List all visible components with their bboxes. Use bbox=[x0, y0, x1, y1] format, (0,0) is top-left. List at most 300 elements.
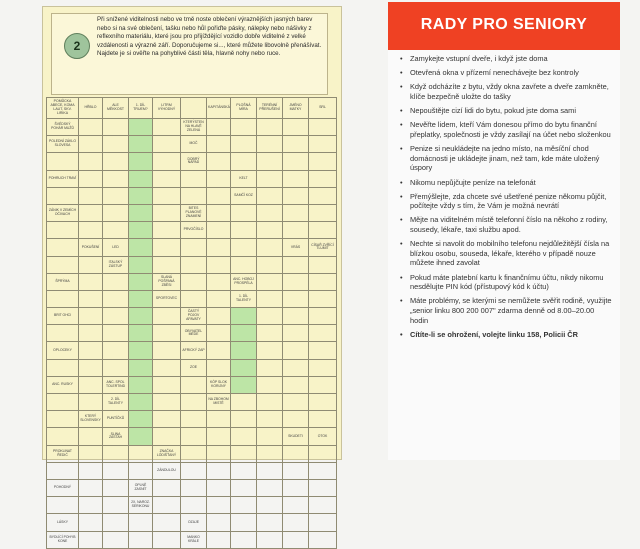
tip-item bbox=[400, 120, 612, 139]
grid-answer-cell bbox=[153, 170, 181, 187]
grid-answer-cell bbox=[79, 136, 103, 153]
grid-answer-cell bbox=[257, 136, 283, 153]
bullet-icon: • bbox=[400, 239, 403, 249]
grid-answer-cell bbox=[79, 308, 103, 325]
page-title: RADY PRO SENIORY bbox=[420, 16, 588, 33]
grid-answer-cell bbox=[231, 204, 257, 221]
grid-answer-cell bbox=[129, 342, 153, 359]
grid-answer-cell bbox=[181, 428, 207, 445]
grid-answer-cell bbox=[129, 514, 153, 531]
grid-answer-cell bbox=[153, 514, 181, 531]
grid-clue-cell: ZÁNDULOU bbox=[153, 462, 181, 479]
grid-answer-cell bbox=[231, 136, 257, 153]
tip-text: Mějte na viditelném místě telefonní číslo na někoho z rodiny, sousedy, lékaře, taxi službu apod. bbox=[410, 215, 608, 235]
tip-item bbox=[400, 330, 612, 340]
grid-clue-cell: SLINA ZÁSTAH bbox=[103, 428, 129, 445]
grid-answer-cell bbox=[153, 325, 181, 342]
grid-answer-cell bbox=[153, 376, 181, 393]
grid-clue-cell: PUNTÍČKŮ bbox=[103, 411, 129, 428]
grid-answer-cell bbox=[283, 497, 309, 514]
grid-answer-cell bbox=[283, 222, 309, 239]
grid-answer-cell bbox=[257, 497, 283, 514]
grid-answer-cell bbox=[79, 514, 103, 531]
grid-answer-cell bbox=[103, 204, 129, 221]
grid-answer-cell bbox=[181, 239, 207, 256]
grid-answer-cell bbox=[103, 514, 129, 531]
grid-answer-cell bbox=[153, 119, 181, 136]
grid-answer-cell bbox=[257, 273, 283, 290]
grid-answer-cell bbox=[309, 170, 337, 187]
grid-answer-cell bbox=[283, 273, 309, 290]
grid-answer-cell bbox=[153, 153, 181, 170]
grid-answer-cell bbox=[207, 222, 231, 239]
grid-answer-cell bbox=[153, 531, 181, 548]
grid-answer-cell bbox=[103, 342, 129, 359]
grid-answer-cell bbox=[79, 359, 103, 376]
grid-row bbox=[47, 187, 337, 204]
grid-answer-cell bbox=[103, 119, 129, 136]
grid-row bbox=[47, 428, 337, 445]
grid-answer-cell bbox=[79, 325, 103, 342]
grid-row bbox=[47, 153, 337, 170]
grid-answer-cell bbox=[79, 222, 103, 239]
grid-answer-cell bbox=[153, 239, 181, 256]
step-number-badge: 2 bbox=[64, 33, 90, 59]
bullet-icon: • bbox=[400, 296, 403, 306]
grid-clue-cell: ANC. RUSKY bbox=[47, 376, 79, 393]
grid-answer-cell bbox=[47, 290, 79, 307]
grid-answer-cell bbox=[103, 222, 129, 239]
grid-clue-cell: KELT bbox=[231, 170, 257, 187]
grid-row bbox=[47, 136, 337, 153]
grid-answer-cell bbox=[47, 239, 79, 256]
grid-row bbox=[47, 497, 337, 514]
grid-answer-cell bbox=[79, 428, 103, 445]
grid-answer-cell bbox=[207, 497, 231, 514]
grid-answer-cell bbox=[309, 531, 337, 548]
grid-answer-cell bbox=[79, 479, 103, 496]
tip-text: Pokud máte platební kartu k finančnímu účtu, nikdy nikomu nesdělujte PIN kód (přístupový kód k účtu) bbox=[410, 272, 604, 292]
grid-answer-cell bbox=[283, 256, 309, 273]
tip-text: Cítíte-li se ohrožení, volejte linku 158, Policii ČR bbox=[410, 329, 578, 339]
grid-answer-cell bbox=[129, 325, 153, 342]
tip-item bbox=[400, 106, 612, 116]
grid-answer-cell bbox=[47, 187, 79, 204]
grid-answer-cell bbox=[103, 445, 129, 462]
grid-header-cell: TERÉNNÍ PŘERUŠENÍ bbox=[257, 98, 283, 119]
grid-clue-cell: KÓP SLOK KORIJNÝ bbox=[207, 376, 231, 393]
grid-answer-cell bbox=[257, 359, 283, 376]
grid-answer-cell bbox=[257, 187, 283, 204]
grid-answer-cell bbox=[207, 187, 231, 204]
bullet-icon: • bbox=[400, 177, 403, 187]
grid-clue-cell: SPORTOVEC bbox=[153, 290, 181, 307]
tip-text: Nikomu nepůjčujte peníze na telefonát bbox=[410, 177, 536, 187]
grid-answer-cell bbox=[231, 428, 257, 445]
grid-answer-cell bbox=[153, 308, 181, 325]
grid-answer-cell bbox=[283, 170, 309, 187]
tip-item bbox=[400, 178, 612, 188]
grid-row bbox=[47, 359, 337, 376]
grid-clue-cell: ČASTÝ POJOV APAVATY bbox=[181, 308, 207, 325]
grid-answer-cell bbox=[79, 342, 103, 359]
grid-clue-cell: ANC. HOBOJ PROSPÉLA bbox=[231, 273, 257, 290]
grid-row bbox=[47, 308, 337, 325]
grid-row bbox=[47, 256, 337, 273]
grid-clue-cell: POHODNÝ bbox=[47, 479, 79, 496]
tip-text: Nepouštějte cizí lidi do bytu, pokud jste doma sami bbox=[410, 106, 576, 116]
grid-answer-cell bbox=[309, 153, 337, 170]
grid-answer-cell bbox=[47, 222, 79, 239]
grid-answer-cell bbox=[257, 428, 283, 445]
grid-row bbox=[47, 342, 337, 359]
grid-answer-cell bbox=[309, 514, 337, 531]
grid-answer-cell bbox=[103, 273, 129, 290]
grid-clue-cell: OPLOCEKY bbox=[47, 342, 79, 359]
grid-answer-cell bbox=[79, 187, 103, 204]
grid-answer-cell bbox=[309, 256, 337, 273]
grid-answer-cell bbox=[309, 308, 337, 325]
grid-answer-cell bbox=[103, 153, 129, 170]
bullet-icon: • bbox=[400, 120, 403, 130]
grid-clue-cell: OZAJE bbox=[181, 514, 207, 531]
grid-answer-cell bbox=[231, 308, 257, 325]
tip-item bbox=[400, 273, 612, 292]
grid-answer-cell bbox=[181, 290, 207, 307]
grid-answer-cell bbox=[103, 308, 129, 325]
grid-row bbox=[47, 325, 337, 342]
grid-row bbox=[47, 411, 337, 428]
grid-clue-cell: POHRUCH TRAVÍ bbox=[47, 170, 79, 187]
grid-answer-cell bbox=[181, 394, 207, 411]
grid-clue-cell: ZÁNIK V ZEMÍCH OČIVACH bbox=[47, 204, 79, 221]
bullet-icon: • bbox=[400, 329, 403, 339]
grid-answer-cell bbox=[283, 136, 309, 153]
grid-answer-cell bbox=[129, 119, 153, 136]
grid-answer-cell bbox=[309, 479, 337, 496]
tip-item bbox=[400, 239, 612, 268]
grid-answer-cell bbox=[207, 531, 231, 548]
grid-answer-cell bbox=[153, 187, 181, 204]
grid-answer-cell bbox=[257, 394, 283, 411]
grid-row bbox=[47, 290, 337, 307]
grid-answer-cell bbox=[231, 411, 257, 428]
grid-answer-cell bbox=[283, 325, 309, 342]
crossword-grid bbox=[46, 97, 337, 549]
tip-text: Máte problémy, se kterými se nemůžete svěřit rodině, využijte „senior linku 800 200 007" zdarma denně od 8.00–20.00 hodin bbox=[410, 296, 612, 325]
intro-box bbox=[51, 13, 328, 95]
grid-answer-cell bbox=[257, 445, 283, 462]
crossword-page bbox=[42, 6, 342, 543]
grid-answer-cell bbox=[79, 531, 103, 548]
grid-answer-cell bbox=[153, 428, 181, 445]
grid-row bbox=[47, 273, 337, 290]
grid-answer-cell bbox=[231, 119, 257, 136]
grid-answer-cell bbox=[207, 411, 231, 428]
grid-answer-cell bbox=[231, 222, 257, 239]
grid-answer-cell bbox=[47, 325, 79, 342]
grid-answer-cell bbox=[257, 170, 283, 187]
tip-text: Penize si neukládejte na jedno místo, na měsíční chod domácnosti je ukládejte jinam, než tam, kde máte uložený úspory bbox=[410, 144, 600, 173]
bullet-icon: • bbox=[400, 54, 403, 63]
grid-answer-cell bbox=[181, 256, 207, 273]
grid-answer-cell bbox=[231, 256, 257, 273]
tip-item bbox=[400, 54, 612, 64]
grid-row bbox=[47, 222, 337, 239]
grid-answer-cell bbox=[207, 273, 231, 290]
grid-answer-cell bbox=[309, 273, 337, 290]
grid-row bbox=[47, 239, 337, 256]
grid-answer-cell bbox=[309, 376, 337, 393]
grid-clue-cell: BYDLÍCÍ POHYB KONE bbox=[47, 531, 79, 548]
grid-clue-cell: ŠPRÝMA bbox=[47, 273, 79, 290]
grid-clue-cell: LÁSKY bbox=[47, 514, 79, 531]
grid-row bbox=[47, 531, 337, 548]
grid-answer-cell bbox=[153, 222, 181, 239]
tip-item bbox=[400, 192, 612, 211]
tips-page bbox=[388, 2, 620, 460]
grid-answer-cell bbox=[129, 290, 153, 307]
grid-answer-cell bbox=[103, 359, 129, 376]
tip-text: Přemýšlejte, zda chcete své ušetřené penize někomu půjčit, počítejte vždy s tím, že Vám je možná nevrátí bbox=[410, 191, 607, 211]
grid-answer-cell bbox=[129, 376, 153, 393]
grid-header-cell: JMÉNO MATKY bbox=[283, 98, 309, 119]
grid-row bbox=[47, 445, 337, 462]
grid-answer-cell bbox=[129, 136, 153, 153]
bullet-icon: • bbox=[400, 106, 403, 116]
grid-answer-cell bbox=[181, 376, 207, 393]
grid-header-cell: KAPITÁNSKÁ bbox=[207, 98, 231, 119]
grid-answer-cell bbox=[79, 273, 103, 290]
grid-clue-cell: VRÁS bbox=[283, 239, 309, 256]
grid-answer-cell bbox=[283, 342, 309, 359]
grid-clue-cell: BITES PLANOVÉ ZNAMENÍ bbox=[181, 204, 207, 221]
grid-clue-cell: ITALSKÝ ZÁSTUP bbox=[103, 256, 129, 273]
grid-answer-cell bbox=[231, 479, 257, 496]
grid-clue-cell: ANC. SPOL TOLERTIND bbox=[103, 376, 129, 393]
grid-clue-cell: 2. DÍL TALENTY bbox=[103, 394, 129, 411]
grid-header-cell: ALE MĚKKOST bbox=[103, 98, 129, 119]
bullet-icon: • bbox=[400, 191, 403, 201]
grid-header-cell: POMŮCKA ABECE, KOMA LAUT, SKV. LIRIKA bbox=[47, 98, 79, 119]
grid-answer-cell bbox=[231, 376, 257, 393]
grid-header-cell bbox=[181, 98, 207, 119]
grid-answer-cell bbox=[79, 256, 103, 273]
tip-text: Nevěřte lidem, kteří Vám donesou přímo do bytu finanční přeplatky, společnosti je vždy zasílají na účet nebo složenkou bbox=[410, 120, 611, 139]
grid-answer-cell bbox=[207, 428, 231, 445]
grid-clue-cell: SKUDETI bbox=[283, 428, 309, 445]
grid-answer-cell bbox=[207, 514, 231, 531]
grid-answer-cell bbox=[181, 273, 207, 290]
grid-answer-cell bbox=[309, 325, 337, 342]
grid-answer-cell bbox=[283, 153, 309, 170]
grid-answer-cell bbox=[129, 445, 153, 462]
grid-answer-cell bbox=[79, 376, 103, 393]
grid-clue-cell: PROKLINAT ŘEDIČ bbox=[47, 445, 79, 462]
grid-clue-cell: KTERÝ SLOVENSKY bbox=[79, 411, 103, 428]
grid-answer-cell bbox=[129, 359, 153, 376]
grid-answer-cell bbox=[103, 170, 129, 187]
grid-clue-cell: 1. DÍL TALENTY bbox=[231, 290, 257, 307]
grid-clue-cell: POKUŠENÍ bbox=[79, 239, 103, 256]
grid-answer-cell bbox=[283, 411, 309, 428]
grid-answer-cell bbox=[309, 204, 337, 221]
grid-answer-cell bbox=[129, 531, 153, 548]
grid-answer-cell bbox=[153, 479, 181, 496]
grid-answer-cell bbox=[309, 187, 337, 204]
grid-answer-cell bbox=[257, 239, 283, 256]
grid-clue-cell: BRIT OHCI bbox=[47, 308, 79, 325]
grid-answer-cell bbox=[207, 153, 231, 170]
tip-item bbox=[400, 68, 612, 78]
grid-answer-cell bbox=[129, 170, 153, 187]
grid-answer-cell bbox=[129, 428, 153, 445]
grid-answer-cell bbox=[207, 359, 231, 376]
grid-answer-cell bbox=[129, 204, 153, 221]
grid-clue-cell: AFRICKÝ ZAP bbox=[181, 342, 207, 359]
bullet-icon: • bbox=[400, 272, 403, 282]
grid-answer-cell bbox=[153, 256, 181, 273]
grid-answer-cell bbox=[231, 153, 257, 170]
grid-answer-cell bbox=[283, 187, 309, 204]
grid-clue-cell: MANKO KRÁLE bbox=[181, 531, 207, 548]
grid-answer-cell bbox=[129, 222, 153, 239]
grid-clue-cell: OPLNĚ ZASNÍT bbox=[129, 479, 153, 496]
grid-answer-cell bbox=[153, 411, 181, 428]
grid-answer-cell bbox=[129, 187, 153, 204]
grid-answer-cell bbox=[129, 394, 153, 411]
grid-answer-cell bbox=[257, 342, 283, 359]
grid-answer-cell bbox=[283, 308, 309, 325]
grid-answer-cell bbox=[257, 411, 283, 428]
grid-answer-cell bbox=[257, 376, 283, 393]
grid-clue-cell: POLEDNÍ ZÁKLO SLOVESA bbox=[47, 136, 79, 153]
tip-item bbox=[400, 82, 612, 101]
grid-answer-cell bbox=[257, 308, 283, 325]
grid-answer-cell bbox=[257, 119, 283, 136]
grid-answer-cell bbox=[129, 308, 153, 325]
grid-answer-cell bbox=[153, 359, 181, 376]
grid-answer-cell bbox=[181, 170, 207, 187]
grid-answer-cell bbox=[207, 136, 231, 153]
grid-answer-cell bbox=[207, 204, 231, 221]
grid-answer-cell bbox=[153, 136, 181, 153]
grid-answer-cell bbox=[257, 204, 283, 221]
grid-answer-cell bbox=[181, 479, 207, 496]
grid-answer-cell bbox=[207, 256, 231, 273]
bullet-icon: • bbox=[400, 144, 403, 154]
grid-answer-cell bbox=[309, 290, 337, 307]
grid-answer-cell bbox=[207, 445, 231, 462]
grid-answer-cell bbox=[207, 479, 231, 496]
grid-answer-cell bbox=[309, 119, 337, 136]
grid-row bbox=[47, 119, 337, 136]
grid-header-cell: 1. DÍL TRUEM? bbox=[129, 98, 153, 119]
grid-answer-cell bbox=[79, 119, 103, 136]
grid-answer-cell bbox=[129, 411, 153, 428]
grid-answer-cell bbox=[283, 359, 309, 376]
bullet-icon: • bbox=[400, 68, 403, 78]
grid-answer-cell bbox=[207, 170, 231, 187]
grid-answer-cell bbox=[47, 428, 79, 445]
bullet-icon: • bbox=[400, 82, 403, 92]
grid-answer-cell bbox=[103, 479, 129, 496]
grid-clue-cell: DOBRÝ NÁPAD bbox=[181, 153, 207, 170]
tip-text: Nechte si navolit do mobilního telefonu nejdůležitější čísla na blízkou osobu, souseda, lékaře, kterého v případě nouze můžete ihned zavolat bbox=[410, 239, 610, 268]
grid-answer-cell bbox=[79, 394, 103, 411]
grid-answer-cell bbox=[309, 445, 337, 462]
tip-text: Zamykejte vstupní dveře, i když jste doma bbox=[410, 54, 548, 63]
bullet-icon: • bbox=[400, 215, 403, 225]
grid-row bbox=[47, 479, 337, 496]
grid-answer-cell bbox=[231, 359, 257, 376]
grid-answer-cell bbox=[257, 479, 283, 496]
grid-answer-cell bbox=[181, 187, 207, 204]
grid-answer-cell bbox=[79, 170, 103, 187]
grid-answer-cell bbox=[283, 514, 309, 531]
grid-answer-cell bbox=[129, 273, 153, 290]
grid-row bbox=[47, 204, 337, 221]
grid-answer-cell bbox=[309, 136, 337, 153]
grid-clue-cell: ZOE bbox=[181, 359, 207, 376]
tips-list bbox=[400, 54, 612, 344]
tip-item bbox=[400, 296, 612, 325]
grid-answer-cell bbox=[153, 394, 181, 411]
grid-answer-cell bbox=[47, 359, 79, 376]
grid-answer-cell bbox=[103, 290, 129, 307]
grid-answer-cell bbox=[283, 394, 309, 411]
grid-answer-cell bbox=[283, 119, 309, 136]
grid-answer-cell bbox=[181, 497, 207, 514]
grid-answer-cell bbox=[47, 394, 79, 411]
grid-answer-cell bbox=[129, 153, 153, 170]
grid-answer-cell bbox=[103, 136, 129, 153]
grid-answer-cell bbox=[309, 222, 337, 239]
grid-clue-cell: NA ZBOHOM MISTĚ bbox=[207, 394, 231, 411]
grid-row bbox=[47, 170, 337, 187]
tip-item bbox=[400, 144, 612, 173]
grid-answer-cell bbox=[103, 531, 129, 548]
grid-answer-cell bbox=[153, 342, 181, 359]
grid-clue-cell: KTERÝSTEN NA HLAVĚ ZELENÁ bbox=[181, 119, 207, 136]
grid-answer-cell bbox=[129, 239, 153, 256]
grid-answer-cell bbox=[257, 531, 283, 548]
grid-header-cell: LITRM VÝHODNÝ bbox=[153, 98, 181, 119]
grid-answer-cell bbox=[257, 514, 283, 531]
grid-header-cell: HŘBLO bbox=[79, 98, 103, 119]
grid-answer-cell bbox=[231, 342, 257, 359]
grid-answer-cell bbox=[79, 497, 103, 514]
grid-clue-cell: ŠVÉDSKÝ POHÁR MUŽŮ bbox=[47, 119, 79, 136]
grid-clue-cell: PRVOČÍSLO bbox=[181, 222, 207, 239]
grid-answer-cell bbox=[129, 256, 153, 273]
grid-answer-cell bbox=[257, 290, 283, 307]
grid-answer-cell bbox=[231, 497, 257, 514]
grid-clue-cell: OTOK bbox=[309, 428, 337, 445]
grid-answer-cell bbox=[231, 531, 257, 548]
title-banner bbox=[388, 2, 620, 50]
grid-answer-cell bbox=[257, 222, 283, 239]
grid-answer-cell bbox=[47, 411, 79, 428]
tip-text: Otevřená okna v přízemí nenechávejte bez kontroly bbox=[410, 68, 579, 78]
grid-answer-cell bbox=[309, 394, 337, 411]
tip-text: Když odcházíte z bytu, vždy okna zavřete a dveře zamkněte, klíče bezpečně uložte do tašky bbox=[410, 82, 609, 101]
grid-answer-cell bbox=[103, 497, 129, 514]
grid-answer-cell bbox=[283, 290, 309, 307]
grid-answer-cell bbox=[231, 445, 257, 462]
grid-answer-cell bbox=[283, 376, 309, 393]
grid-answer-cell bbox=[207, 342, 231, 359]
